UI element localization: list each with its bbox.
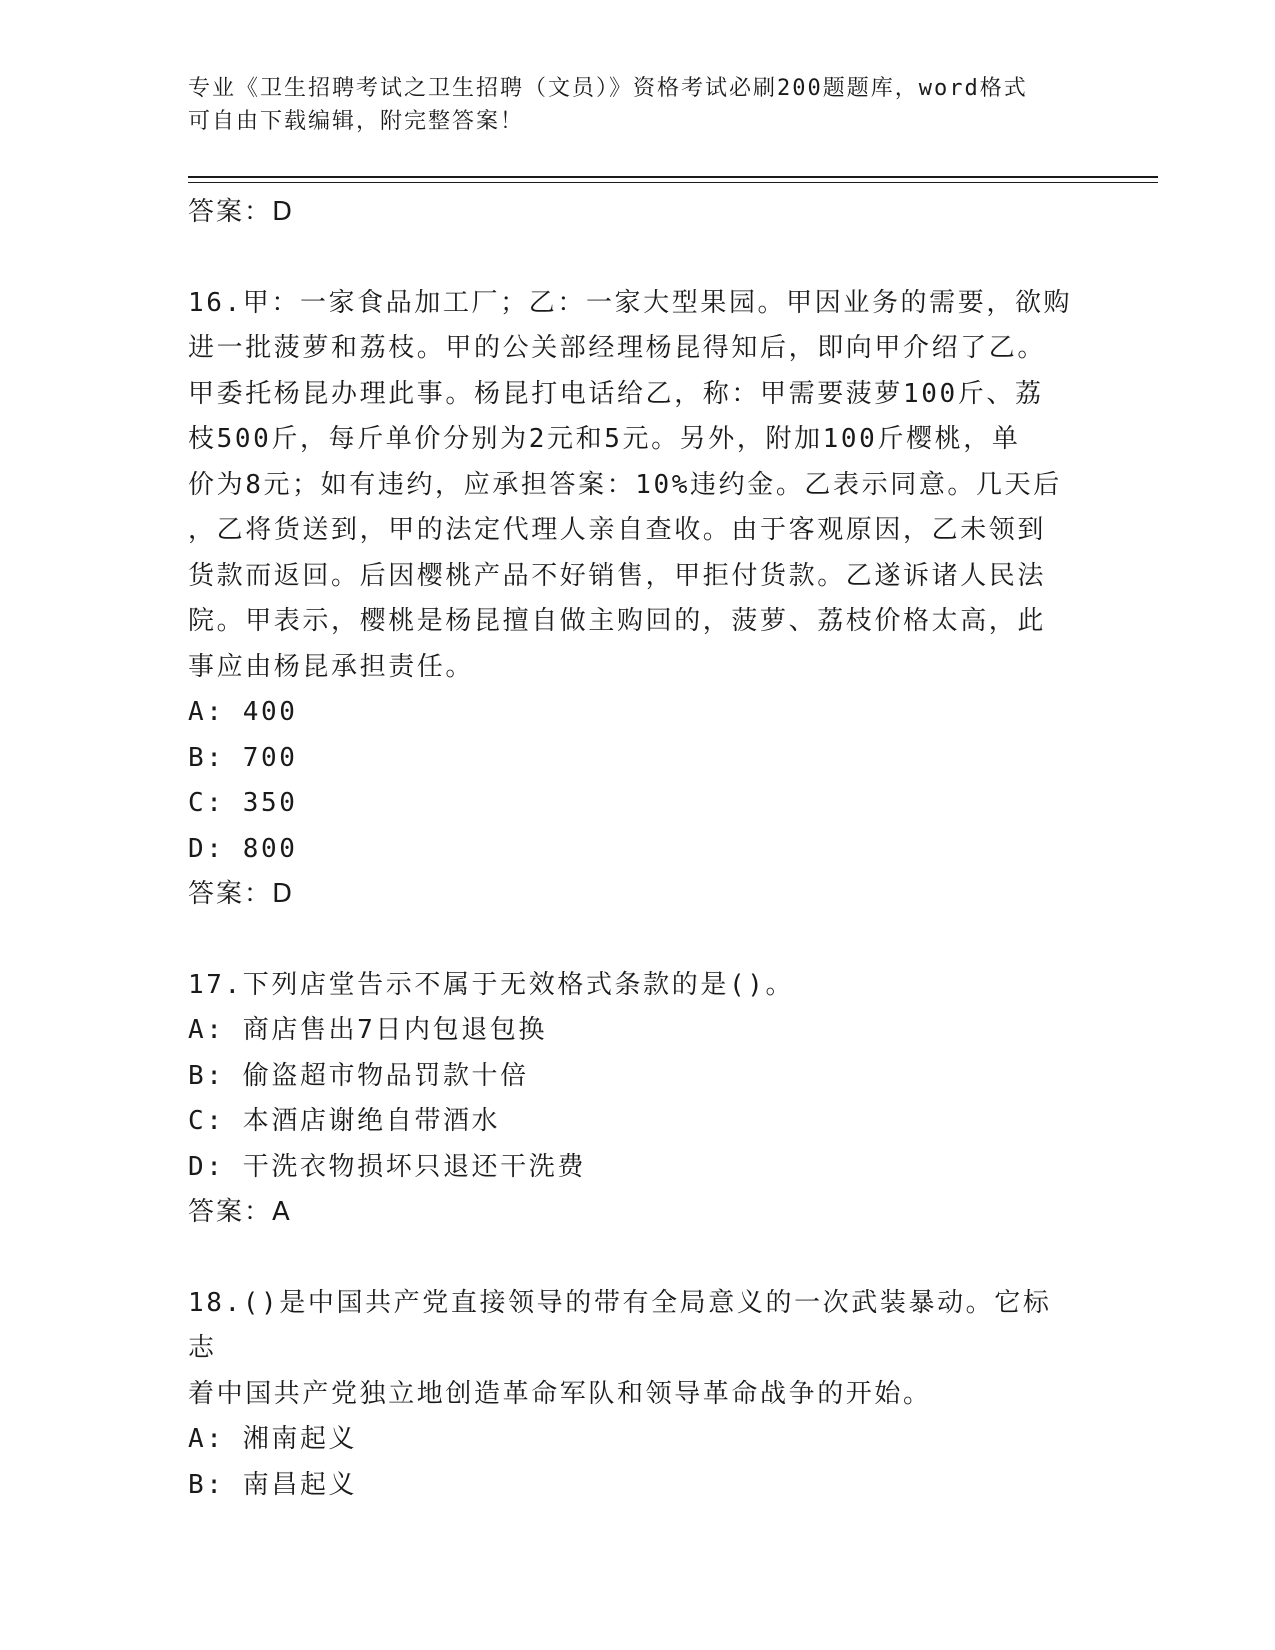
- option-b: B: 700: [188, 742, 298, 773]
- question-text-line: 院。甲表示，樱桃是杨昆擅自做主购回的，菠萝、荔枝价格太高，此: [188, 606, 1047, 636]
- question-text-line: 事应由杨昆承担责任。: [188, 651, 475, 682]
- option-d: D: 干洗衣物损坏只退还干洗费: [188, 1151, 586, 1182]
- header-line-2: 可自由下载编辑，附完整答案！: [188, 109, 525, 134]
- header-line-1: 专业《卫生招聘考试之卫生招聘（文员）》资格考试必刷200题题库，word格式: [188, 76, 1028, 101]
- question-16: [188, 281, 1078, 918]
- question-text-line: 价为8元；如有违约，应承担答案：10%违约金。乙表示同意。几天后: [188, 469, 1062, 500]
- page-header: [188, 72, 1068, 138]
- question-18: [188, 1281, 1078, 1509]
- option-a: A: 商店售出7日内包退包换: [188, 1015, 548, 1045]
- header-rule-thick: [188, 176, 1158, 178]
- option-c: C: 本酒店谢绝自带酒水: [188, 1106, 501, 1136]
- option-a: A: 400: [188, 697, 298, 727]
- option-b: B: 南昌起义: [188, 1469, 358, 1500]
- option-d: D: 800: [188, 833, 298, 864]
- header-rule-thin: [188, 182, 1158, 183]
- option-b: B: 偷盗超市物品罚款十倍: [188, 1060, 529, 1091]
- option-c: C: 350: [188, 788, 298, 818]
- option-a: A: 湘南起义: [188, 1424, 358, 1454]
- question-17: [188, 963, 1078, 1236]
- question-text-line: 17.下列店堂告示不属于无效格式条款的是()。: [188, 969, 795, 1000]
- answer-17: 答案：A: [188, 1197, 292, 1227]
- document-body: [188, 190, 1078, 1508]
- question-text-line: 进一批菠萝和荔枝。甲的公关部经理杨昆得知后，即向甲介绍了乙。: [188, 333, 1047, 363]
- question-text-line: ，乙将货送到，甲的法定代理人亲自查收。由于客观原因，乙未领到: [188, 515, 1047, 545]
- question-text-line: 货款而返回。后因樱桃产品不好销售，甲拒付货款。乙遂诉诸人民法: [188, 560, 1047, 591]
- question-text-line: 16.甲：一家食品加工厂；乙：一家大型果园。甲因业务的需要，欲购: [188, 287, 1073, 318]
- question-text-line: 甲委托杨昆办理此事。杨昆打电话给乙，称：甲需要菠萝100斤、荔: [188, 378, 1044, 409]
- previous-answer: 答案：D: [188, 197, 295, 227]
- question-text-line: 枝500斤，每斤单价分别为2元和5元。另外，附加100斤樱桃，单: [188, 424, 1021, 454]
- question-text-line: 着中国共产党独立地创造革命军队和领导革命战争的开始。: [188, 1378, 932, 1409]
- question-text-line: 18.()是中国共产党直接领导的带有全局意义的一次武装暴动。它标志: [188, 1287, 1052, 1363]
- answer-16: 答案：D: [188, 879, 295, 909]
